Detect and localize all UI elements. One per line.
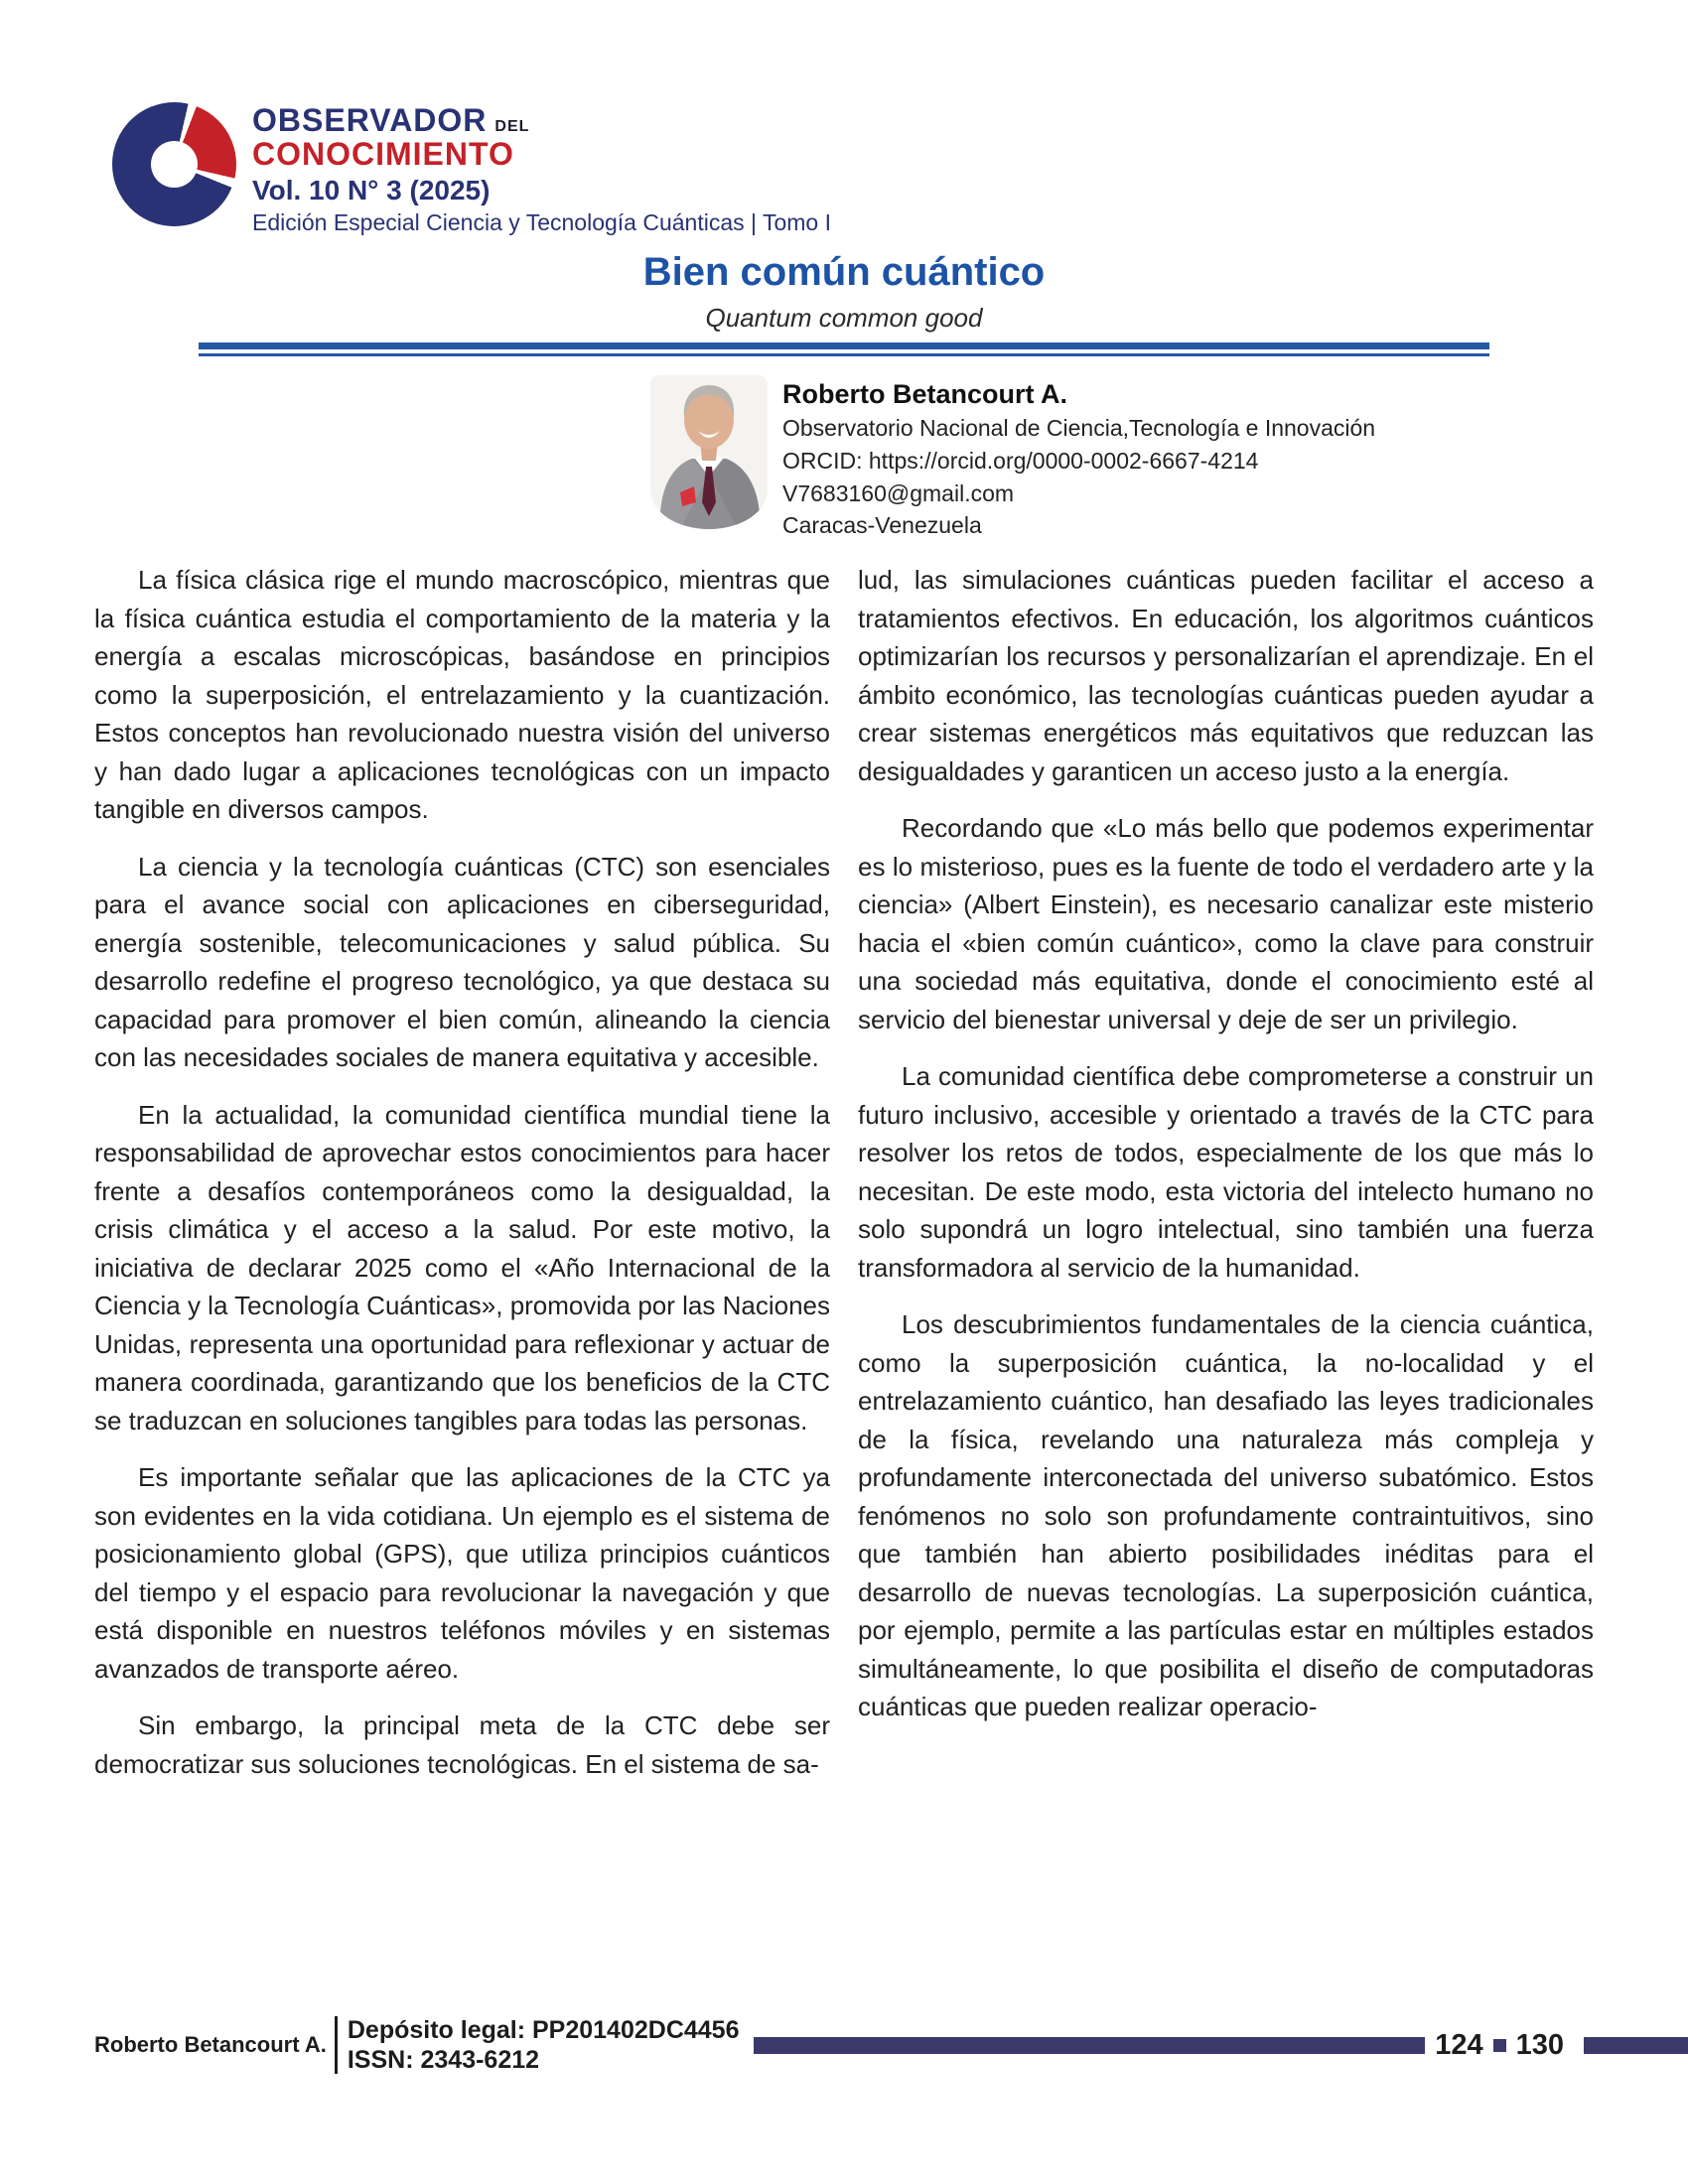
article-subtitle: Quantum common good bbox=[705, 303, 983, 333]
journal-edition: Edición Especial Ciencia y Tecnología Cuánticas | Tomo I bbox=[252, 209, 831, 235]
footer-deposito: Depósito legal: PP201402DC4456 bbox=[347, 2016, 740, 2044]
footer-bar-right bbox=[1584, 2037, 1688, 2054]
journal-name-main: OBSERVADOR bbox=[252, 102, 488, 138]
journal-volume: Vol. 10 N° 3 (2025) bbox=[252, 175, 491, 205]
paragraph: Sin embargo, la principal meta de la CTC debe ser democratizar sus soluciones tecnológicas. En el sistema de sa- bbox=[94, 1710, 830, 1779]
author-photo bbox=[650, 375, 768, 529]
paragraph: Es importante señalar que las aplicaciones de la CTC ya son evidentes en la vida cotidiana. Un ejemplo es el sistema de posicionamiento global (GPS), que utiliza principios cuánticos del tiempo y el espacio para revolucionar la navegación y que está disponible en nuestros teléfonos móviles y en sistemas avanzados de transporte aéreo. bbox=[94, 1462, 830, 1684]
author-name: Roberto Betancourt A. bbox=[782, 379, 1068, 409]
author-email-link[interactable]: V7683160@gmail.com bbox=[782, 479, 1015, 506]
paragraph: Los descubrimientos fundamentales de la ciencia cuántica, como la superposición cuántica, la no-localidad y el entrelazamiento cuántico, han desafiado las leyes tradicionales de la física, revelando una naturaleza más compleja y profundamente interconectada del universo subatómico. Estos fenómenos no solo son profundamente contraintuitivos, sino que también han abierto posibilidades inéditas para el desarrollo de nuevas tecnologías. La superposición cuántica, por ejemplo, permite a las partículas estar en múltiples estados simultáneamente, lo que posibilita el diseño de computadoras cuánticas que pueden realizar operacio- bbox=[858, 1309, 1594, 1721]
author-affiliation: Observatorio Nacional de Ciencia,Tecnología e Innovación bbox=[782, 415, 1376, 442]
paragraph: La ciencia y la tecnología cuánticas (CTC) son esenciales para el avance social con aplicaciones en ciberseguridad, energía sostenible, telecomunicaciones y salud pública. Su desarrollo redefine el progreso tecnológico, ya que destaca su capacidad para promover el bien común, alineando la ciencia con las necesidades sociales de manera equitativa y accesible. bbox=[94, 851, 830, 1072]
footer-author: Roberto Betancourt A. bbox=[94, 2032, 327, 2057]
page-number-start: 124 bbox=[1435, 2028, 1483, 2061]
left-column bbox=[94, 561, 830, 1802]
journal-logo-text bbox=[252, 102, 831, 234]
paragraph: lud, las simulaciones cuánticas pueden facilitar el acceso a tratamientos efectivos. En educación, los algoritmos cuánticos optimizarían los recursos y personalizarían el aprendizaje. En el ámbito económico, las tecnologías cuánticas pueden ayudar a crear sistemas energéticos más equitativos que reduzcan las desigualdades y garanticen un acceso justo a la energía. bbox=[858, 565, 1594, 786]
page-number-end: 130 bbox=[1515, 2028, 1564, 2061]
title-rule bbox=[199, 342, 1489, 356]
paragraph: En la actualidad, la comunidad científica mundial tiene la responsabilidad de aprovechar estos conocimientos para hacer frente a desafíos contemporáneos como la desigualdad, la crisis climática y el acceso a la salud. Por este motivo, la iniciativa de declarar 2025 como el «Año Internacional de la Ciencia y la Tecnología Cuánticas», promovida por las Naciones Unidas, representa una oportunidad para reflexionar y actuar de manera coordinada, garantizando que los beneficios de la CTC se traduzcan en soluciones tangibles para todas las personas. bbox=[94, 1099, 830, 1435]
author-block bbox=[650, 375, 1375, 540]
author-photo-image bbox=[650, 375, 768, 529]
footer-bar-left bbox=[754, 2037, 1426, 2054]
paragraph: La comunidad científica debe comprometerse a construir un futuro inclusivo, accesible y orientado a través de la CTC para resolver los retos de todos, especialmente de los que más lo necesitan. De este modo, esta victoria del intelecto humano no solo supondrá un logro intelectual, sino también una fuerza transformadora al servicio de la humanidad. bbox=[858, 1061, 1594, 1283]
title-block bbox=[0, 250, 1688, 334]
page-number-separator-icon bbox=[1493, 2039, 1506, 2052]
journal-name-line1 bbox=[252, 104, 831, 136]
author-orcid-link[interactable]: ORCID: https://orcid.org/0000-0002-6667-4214 bbox=[782, 447, 1259, 474]
journal-name-del: DEL bbox=[494, 118, 530, 135]
page-footer bbox=[94, 2015, 1688, 2075]
paragraph: Recordando que «Lo más bello que podemos experimentar es lo misterioso, pues es la fuente de todo el verdadero arte y la ciencia» (Albert Einstein), es necesario canalizar este misterio hacia el «bien común cuántico», como la clave para construir una sociedad más equitativa, donde el conocimiento esté al servicio del bienestar universal y deje de ser un privilegio. bbox=[858, 813, 1594, 1034]
journal-logo-icon bbox=[112, 102, 236, 226]
footer-issn: ISSN: 2343-6212 bbox=[347, 2046, 540, 2074]
footer-divider bbox=[335, 2016, 338, 2074]
journal-name-line2: CONOCIMIENTO bbox=[252, 136, 514, 172]
right-column bbox=[858, 561, 1594, 1802]
footer-legal bbox=[348, 2015, 740, 2075]
article-body bbox=[94, 561, 1594, 1802]
author-location: Caracas-Venezuela bbox=[782, 512, 982, 539]
title-rule-thin bbox=[199, 353, 1489, 356]
paragraph: La física clásica rige el mundo macroscópico, mientras que la física cuántica estudia el comportamiento de la materia y la energía a escalas microscópicas, basándose en principios como la superposición, el entrelazamiento y la cuantización. Estos conceptos han revolucionado nuestra visión del universo y han dado lugar a aplicaciones tecnológicas con un impacto tangible en diversos campos. bbox=[94, 565, 830, 824]
title-rule-thick bbox=[199, 342, 1489, 349]
journal-header bbox=[112, 102, 831, 234]
article-title: Bien común cuántico bbox=[642, 250, 1046, 294]
author-info bbox=[782, 375, 1375, 540]
